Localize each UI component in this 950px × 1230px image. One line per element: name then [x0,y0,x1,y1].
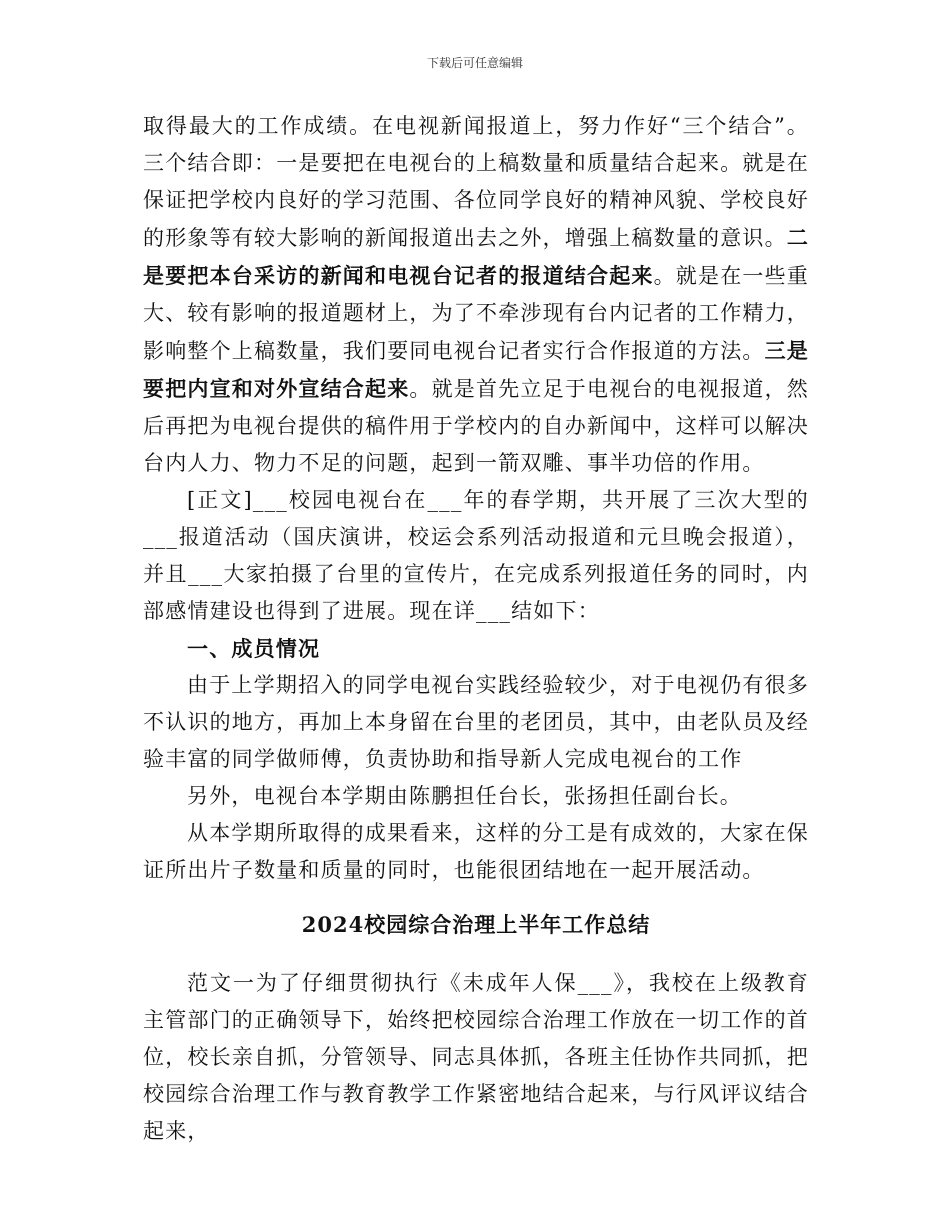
document-title: 2024校园综合治理上半年工作总结 [301,912,651,937]
paragraph-leadership: 另外，电视台本学期由陈鹏担任台长，张扬担任副台长。 [187,784,742,808]
header-note: 下载后可任意编辑 [426,56,523,70]
bold-point-two: 二是要把本台采访的新闻和电视台记者的报道结合起来 [143,225,810,288]
bold-point-three: 三是要把内宣和对外宣结合起来 [143,338,810,401]
paragraph-main-text: [正文]___校园电视台在___年的春学期，共开展了三次大型的___报道活动（国庆演讲，校运会系列活动报道和元旦晚会报道），并且___大家拍摄了台里的宣传片，在完成系列报道任务的同时，内部感情建设也得到了进展。现在详___结如下： [143,488,809,623]
section-heading-members: 一、成员情况 [187,636,321,661]
paragraph-three-combinations [143,108,809,482]
paragraph-results: 从本学期所取得的成果看来，这样的分工是有成效的，大家在保证所出片子数量和质量的同时，也能很团结地在一起开展活动。 [143,821,809,882]
paragraph-members: 由于上学期招入的同学电视台实践经验较少，对于电视仍有很多不认识的地方，再加上本身留在台里的老团员，其中，由老队员及经验丰富的同学做师傅，负责协助和指导新人完成电视台的工作 [143,673,809,771]
document-body [143,108,809,1150]
paragraph-sample-one: 范文一为了仔细贯彻执行《未成年人保___》，我校在上级教育主管部门的正确领导下，始终把校园综合治理工作放在一切工作的首位，校长亲自抓，分管领导、同志具体抓，各班主任协作共同抓，把校园综合治理工作与教育教学工作紧密地结合起来，与行风评议结合起来， [143,971,809,1143]
text-segment: 。就是首先立足于电视台的电视报道，然后再把为电视台提供的稿件用于学校内的自办新闻中，这样可以解决台内人力、物力不足的问题，起到一箭双雕、事半功倍的作用。 [143,377,810,475]
text-segment: 。就是在一些重大、较有影响的报道题材上，为了不牵涉现有台内记者的工作精力，影响整个上稿数量，我们要同电视台记者实行合作报道的方法。 [143,264,810,363]
text-segment: 取得最大的工作成绩。在电视新闻报道上，努力作好“三个结合”。三个结合即：一是要把在电视台的上稿数量和质量结合起来。就是在保证把学校内良好的学习范围、各位同学良好的精神风貌、学校良好的形象等有较大影响的新闻报道出去之外，增强上稿数量的意识。 [143,114,809,250]
